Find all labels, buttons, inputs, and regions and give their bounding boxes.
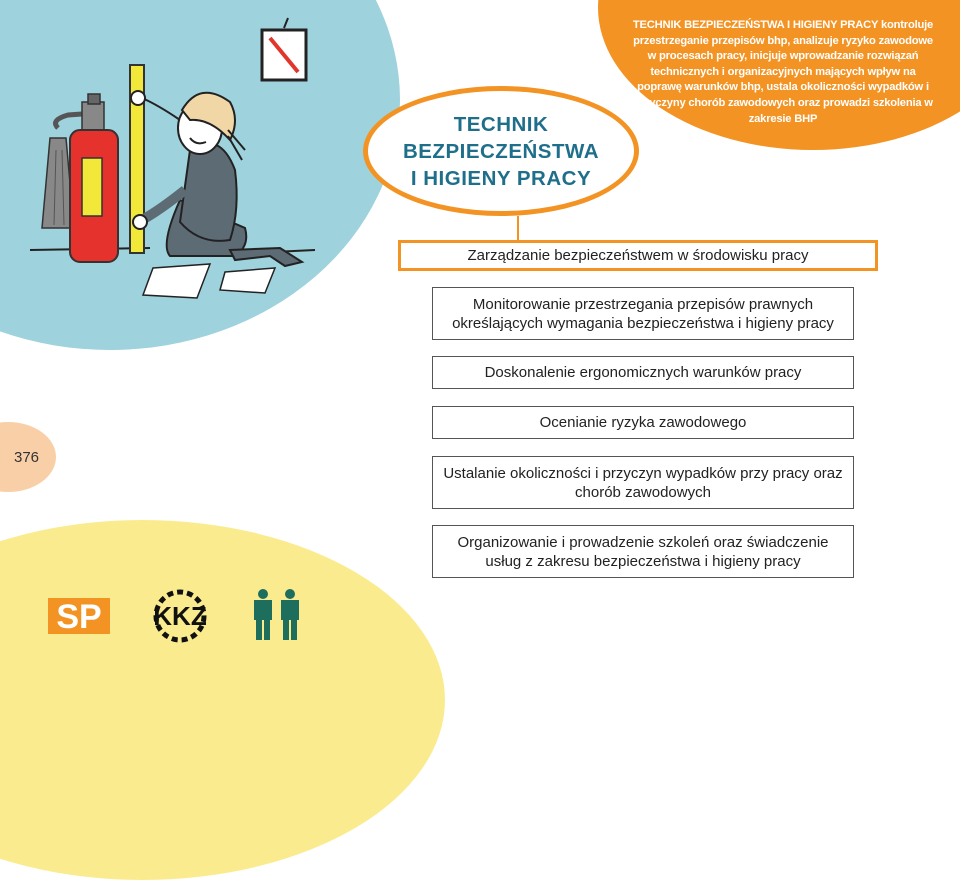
connector-line — [517, 216, 519, 242]
logos — [44, 588, 304, 648]
sp-logo — [48, 598, 110, 636]
no-entry-sign-icon — [262, 18, 306, 80]
worker-figure — [131, 91, 302, 266]
worker-illustration — [30, 10, 340, 300]
task-box: Monitorowanie przestrzegania przepisów prawnych określających wymagania bezpieczeństwa i higieny pracy — [432, 287, 854, 340]
task-box: Organizowanie i prowadzenie szkoleń oraz świadczenie usług z zakresu bezpieczeństwa i higieny pracy — [432, 525, 854, 578]
sp-logo-text: SP — [56, 598, 102, 636]
people-logo-icon — [254, 589, 299, 640]
page-title: TECHNIK BEZPIECZEŃSTWA I HIGIENY PRACY — [402, 112, 600, 190]
title-oval — [363, 86, 639, 216]
page-number: 376 — [14, 449, 40, 466]
task-box: Ocenianie ryzyka zawodowego — [432, 406, 854, 439]
yellow-background-shape — [0, 520, 445, 880]
kkz-logo — [153, 592, 207, 640]
main-task-box: Zarządzanie bezpieczeństwem w środowisku pracy — [398, 240, 878, 271]
task-box: Ustalanie okoliczności i przyczyn wypadków przy pracy oraz chorób zawodowych — [432, 456, 854, 509]
task-box: Doskonalenie ergonomicznych warunków pracy — [432, 356, 854, 389]
fire-extinguisher-icon — [42, 94, 118, 262]
intro-text: TECHNIK BEZPIECZEŃSTWA I HIGIENY PRACY kontroluje przestrzeganie przepisów bhp, analizuje ryzyko zawodowe w procesach pracy, inicjuje wprowadzanie rozwiązań technicznych i organizacyjnych mających wpływ na poprawę warunków bhp, ustala okoliczności wypadków i przyczyny chorób zawodowych oraz prowadzi szkolenia w zakresie BHP — [632, 19, 934, 125]
kkz-logo-text: KKZ — [153, 601, 207, 631]
